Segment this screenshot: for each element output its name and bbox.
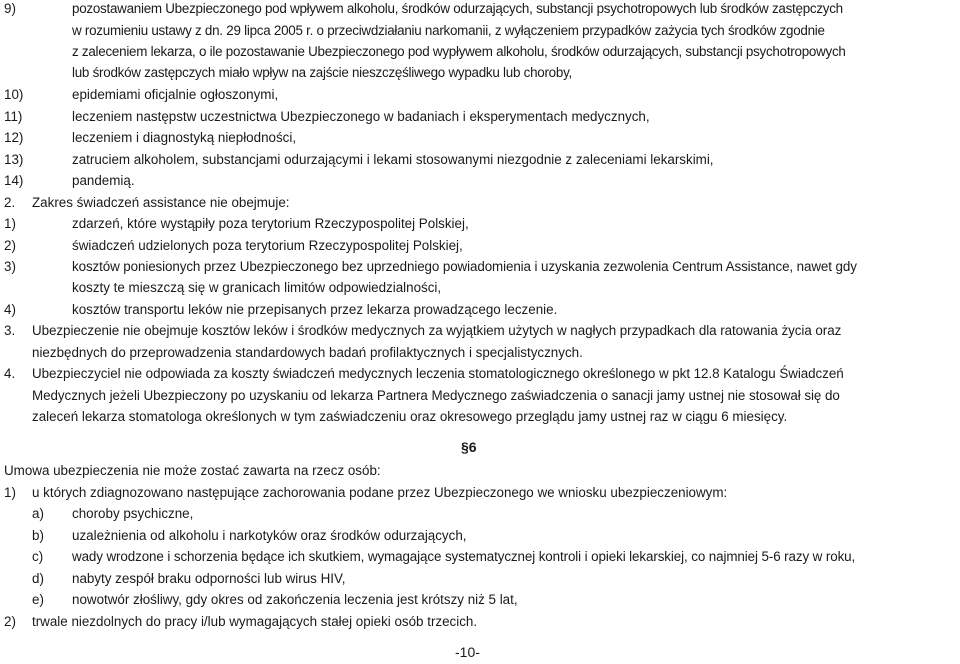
paragraph-6-sub-a-text: choroby psychiczne, (72, 506, 194, 521)
section-2-item-4-number: 4) (4, 302, 16, 317)
section-4-line-2: Medycznych jeżeli Ubezpieczony po uzyskaniu od lekarza Partnera Medycznego zaświadczenia o sanacji jamy ustnej nie stosował się do (32, 388, 840, 403)
paragraph-6-sub-a-number: a) (32, 506, 44, 521)
paragraph-6-item-2-text: trwale niezdolnych do pracy i/lub wymagających stałej opieki osób trzecich. (32, 614, 478, 629)
section-2-item-1-number: 1) (4, 216, 16, 231)
item-9-number: 9) (4, 1, 16, 16)
paragraph-6-item-1-number: 1) (4, 485, 16, 500)
section-3-line-1: Ubezpieczenie nie obejmuje kosztów leków i środków medycznych za wyjątkiem użytych w nagłych przypadkach dla ratowania życia oraz (32, 323, 842, 338)
item-11-number: 11) (4, 109, 23, 124)
section-2-item-4-text: kosztów transportu leków nie przepisanych przez lekarza prowadzącego leczenie. (72, 302, 558, 317)
section-2-item-3-number: 3) (4, 259, 16, 274)
paragraph-6-item-2-number: 2) (4, 614, 16, 629)
paragraph-6-sub-e-number: e) (32, 592, 44, 607)
section-2-item-3-continuation: koszty te mieszczą się w granicach limitów odpowiedzialności, (72, 280, 442, 295)
section-2-item-2-number: 2) (4, 238, 16, 253)
item-10-number: 10) (4, 87, 24, 102)
item-13-number: 13) (4, 152, 24, 167)
item-9-line-2: w rozumieniu ustawy z dn. 29 lipca 2005 r. o przeciwdziałaniu narkomanii, z wyłączeniem przypadków zażycia tych środków zgodnie (72, 23, 825, 38)
item-11-text: leczeniem następstw uczestnictwa Ubezpieczonego w badaniach i eksperymentach medycznych, (72, 109, 650, 124)
section-2-intro: Zakres świadczeń assistance nie obejmuje: (32, 195, 290, 210)
section-3-line-2: niezbędnych do przeprowadzenia standardowych badań profilaktycznych i specjalistycznych. (32, 345, 583, 360)
paragraph-6-sub-d-number: d) (32, 571, 44, 586)
section-2-item-3-text: kosztów poniesionych przez Ubezpieczonego bez uprzedniego powiadomienia i uzyskania zezwolenia Centrum Assistance, nawet gdy (72, 259, 857, 274)
paragraph-6-item-1-text: u których zdiagnozowano następujące zachorowania podane przez Ubezpieczonego we wniosku ubezpieczeniowym: (32, 485, 728, 500)
item-9-line-4: lub środków zastępczych miało wpływ na zajście nieszczęśliwego wypadku lub choroby, (72, 65, 572, 80)
item-12-text: leczeniem i diagnostyką niepłodności, (72, 130, 297, 145)
section-4-number: 4. (4, 366, 16, 381)
paragraph-6-sub-d-text: nabyty zespół braku odporności lub wirus HIV, (72, 571, 346, 586)
item-9-line-1: pozostawaniem Ubezpieczonego pod wpływem alkoholu, środków odurzających, substancji psychotropowych lub środków zastępczych (72, 1, 843, 16)
paragraph-6-heading: §6 (461, 439, 477, 455)
item-9-line-3: z zaleceniem lekarza, o ile pozostawanie Ubezpieczonego pod wypływem alkoholu, środków odurzających, substancji psychotropowych (72, 44, 846, 59)
paragraph-6-intro: Umowa ubezpieczenia nie może zostać zawarta na rzecz osób: (4, 463, 381, 478)
section-4-line-1: Ubezpieczyciel nie odpowiada za koszty świadczeń medycznych leczenia stomatologicznego określonego w pkt 12.8 Katalogu Świadczeń (32, 366, 844, 381)
item-13-text: zatruciem alkoholem, substancjami odurzającymi i lekami stosowanymi niezgodnie z zaleceniami lekarskimi, (72, 152, 714, 167)
section-3-number: 3. (4, 323, 16, 338)
item-14-text: pandemią. (72, 173, 135, 188)
section-2-item-2-text: świadczeń udzielonych poza terytorium Rzeczypospolitej Polskiej, (72, 238, 463, 253)
section-4-line-3: zaleceń lekarza stomatologa określonych w tym zaświadczeniu oraz okresowego przeglądu jamy ustnej raz w ciągu 6 miesięcy. (32, 409, 788, 424)
section-2-item-1-text: zdarzeń, które wystąpiły poza terytorium Rzeczypospolitej Polskiej, (72, 216, 469, 231)
paragraph-6-sub-c-number: c) (32, 549, 44, 564)
item-14-number: 14) (4, 173, 24, 188)
section-2-number: 2. (4, 195, 16, 210)
item-10-text: epidemiami oficjalnie ogłoszonymi, (72, 87, 279, 102)
paragraph-6-sub-c-text: wady wrodzone i schorzenia będące ich skutkiem, wymagające systematycznej kontroli i opieki lekarskiej, co najmniej 5-6 razy w roku, (72, 549, 856, 564)
paragraph-6-sub-e-text: nowotwór złośliwy, gdy okres od zakończenia leczenia jest krótszy niż 5 lat, (72, 592, 518, 607)
paragraph-6-sub-b-text: uzależnienia od alkoholu i narkotyków oraz środków odurzających, (72, 528, 467, 543)
item-12-number: 12) (4, 130, 24, 145)
page-number: -10- (455, 644, 480, 660)
paragraph-6-sub-b-number: b) (32, 528, 44, 543)
